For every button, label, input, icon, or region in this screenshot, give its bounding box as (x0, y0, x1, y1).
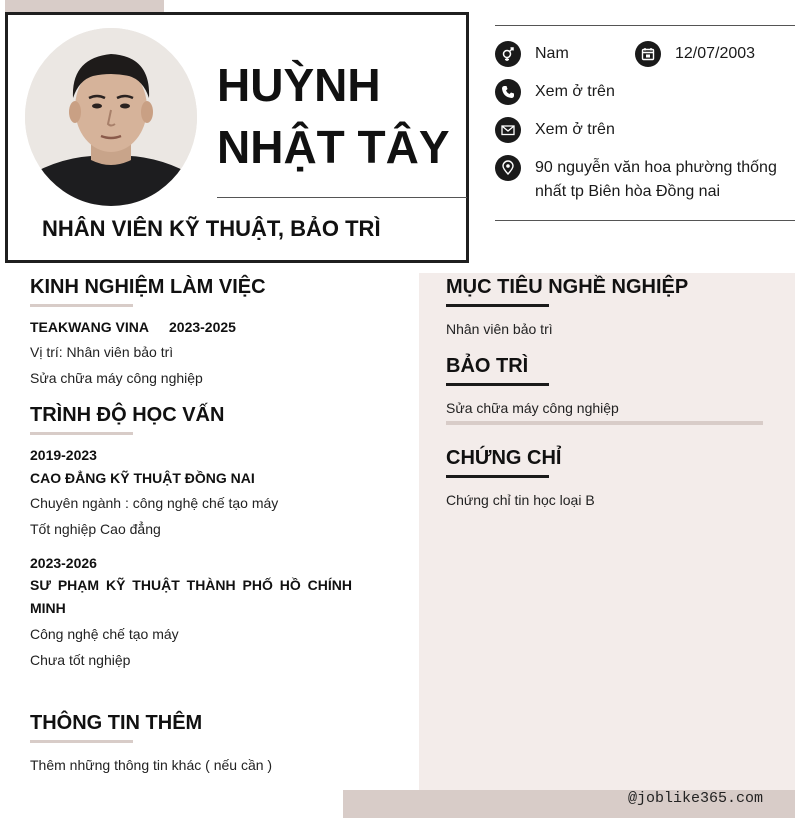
experience-position: Vị trí: Nhân viên bảo trì (30, 344, 174, 360)
extra-title: THÔNG TIN THÊM (30, 712, 203, 734)
education-status: Chưa tốt nghiệp (30, 652, 131, 668)
name-divider (217, 197, 467, 198)
education-major: Công nghệ chế tạo máy (30, 626, 179, 642)
address-line-1: 90 nguyễn văn hoa phường thống (535, 159, 777, 176)
objective-text: Nhân viên bảo trì (446, 321, 553, 337)
skill-title: BẢO TRÌ (446, 355, 529, 377)
education-period: 2019-2023 (30, 447, 97, 463)
certificates-title: CHỨNG CHỈ (446, 447, 562, 469)
experience-title: KINH NGHIỆM LÀM VIỆC (30, 276, 266, 298)
experience-description: Sửa chữa máy công nghiệp (30, 370, 203, 386)
education-school: SƯ PHẠM KỸ THUẬT THÀNH PHỐ HỒ CHÍNH MINH (30, 577, 352, 616)
contact-divider-top (495, 25, 795, 26)
footer-brand: @joblike365.com (628, 790, 764, 807)
extra-underline (30, 740, 133, 743)
phone-icon (495, 79, 521, 105)
full-name (217, 54, 457, 178)
certificates-text: Chứng chỉ tin học loại B (446, 492, 595, 508)
email-value: Xem ở trên (535, 121, 615, 138)
education-underline (30, 432, 133, 435)
location-icon (495, 155, 521, 181)
objective-title: MỤC TIÊU NGHỀ NGHIỆP (446, 276, 689, 298)
name-line-2: NHẬT TÂY (217, 121, 450, 173)
portrait-photo (25, 28, 197, 206)
right-column-panel (419, 273, 795, 790)
job-title: NHÂN VIÊN KỸ THUẬT, BẢO TRÌ (42, 216, 381, 241)
skill-underline (446, 383, 549, 386)
mail-icon (495, 117, 521, 143)
experience-period: 2023-2025 (169, 319, 236, 335)
certificates-underline (446, 475, 549, 478)
calendar-icon (635, 41, 661, 67)
gender-icon (495, 41, 521, 67)
education-major: Chuyên ngành : công nghệ chế tạo máy (30, 495, 279, 511)
objective-underline (446, 304, 549, 307)
address-line-2: nhất tp Biên hòa Đồng nai (535, 183, 721, 200)
skill-level-fill (446, 421, 763, 425)
name-line-1: HUỲNH (217, 59, 381, 111)
education-school: CAO ĐẲNG KỸ THUẬT ĐỒNG NAI (30, 470, 255, 486)
gender-value: Nam (535, 45, 569, 62)
education-period: 2023-2026 (30, 555, 97, 571)
extra-text: Thêm những thông tin khác ( nếu cần ) (30, 757, 273, 773)
contact-divider-bottom (495, 220, 795, 221)
birthday-value: 12/07/2003 (675, 45, 756, 62)
skill-text: Sửa chữa máy công nghiệp (446, 400, 619, 416)
avatar (25, 28, 197, 206)
experience-underline (30, 304, 133, 307)
experience-company: TEAKWANG VINA (30, 319, 149, 335)
phone-value: Xem ở trên (535, 83, 615, 100)
education-title: TRÌNH ĐỘ HỌC VẤN (30, 404, 225, 426)
skill-level-bar (446, 421, 763, 425)
education-status: Tốt nghiệp Cao đẳng (30, 521, 161, 537)
